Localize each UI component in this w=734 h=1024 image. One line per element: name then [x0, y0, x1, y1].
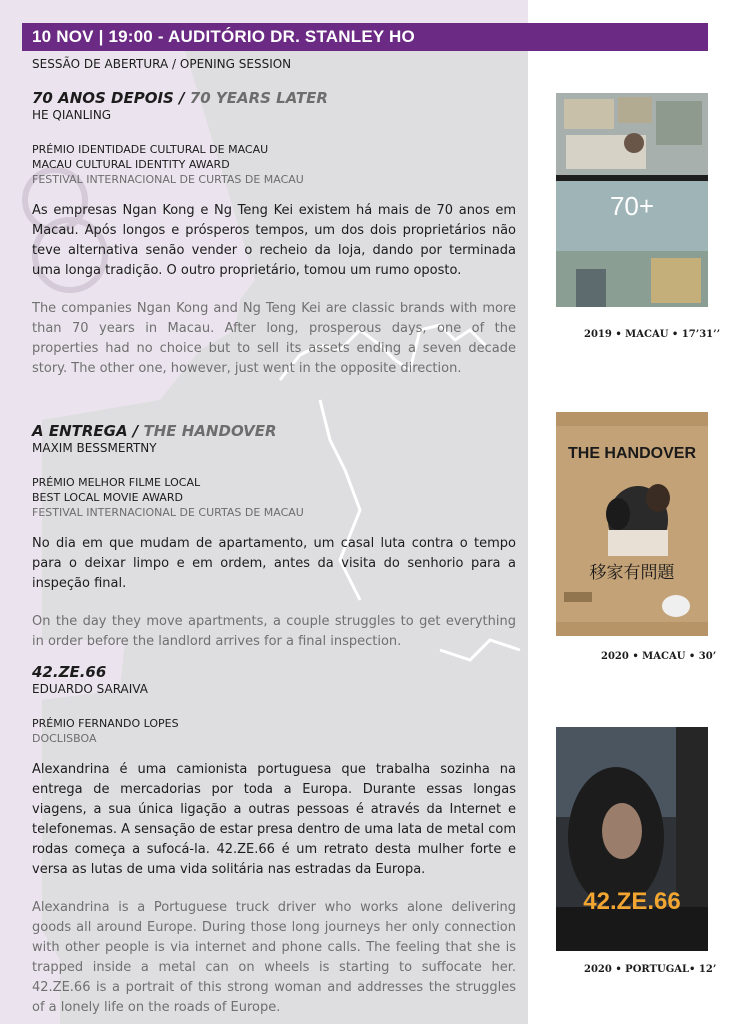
description-pt: As empresas Ngan Kong e Ng Teng Kei existem há mais de 70 anos em Macau. Após longos e prósperos tempos, um dos dois proprietários não teve alternativa senão vender o recheio da loja, dando por terminada uma longa tradição. O outro proprietário, tomou um rumo oposto.	[32, 203, 516, 278]
film-director: MAXIM BESSMERTNY	[32, 441, 157, 455]
description-en: The companies Ngan Kong and Ng Teng Kei are classic brands with more than 70 years in Macau. After long, prosperous days, one of the properties had no choice but to sell its assets ending a seven decade story. The other one, however, just went in the opposite direction.	[32, 301, 516, 376]
poster-42ze66-image	[556, 727, 708, 951]
film-3-caption: 2020 • PORTUGAL• 12’	[584, 964, 717, 975]
poster-42ze66	[556, 727, 708, 951]
film-title	[32, 663, 516, 682]
film-title	[32, 422, 516, 441]
festival-name: FESTIVAL INTERNACIONAL DE CURTAS DE MACAU	[32, 173, 304, 186]
film-1-caption: 2019 • MACAU • 17’31’’	[584, 329, 721, 340]
film-title-pt: 42.ZE.66	[32, 663, 107, 681]
description-en: Alexandrina is a Portuguese truck driver who works alone delivering goods all around Europe. During those long journeys her only connection with other people is via internet and phone calls. The feeling that she is trapped inside a metal can on wheels is starting to suffocate her. 42.ZE.66 is a portrait of this strong woman and addresses the struggles of a lonely life on the roads of Europe.	[32, 900, 516, 1015]
header-bar: 10 NOV | 19:00 - AUDITÓRIO DR. STANLEY HO	[22, 23, 708, 51]
poster-70-title: 70+	[609, 191, 655, 221]
awards-block	[32, 142, 516, 187]
film-title-pt: 70 ANOS DEPOIS /	[32, 89, 190, 107]
festival-name: FESTIVAL INTERNACIONAL DE CURTAS DE MACAU	[32, 506, 304, 519]
poster-the-handover	[556, 412, 708, 636]
awards-block	[32, 716, 516, 746]
award-line: PRÉMIO MELHOR FILME LOCAL	[32, 476, 201, 489]
session-label: SESSÃO DE ABERTURA / OPENING SESSION	[32, 57, 292, 71]
poster-handover-title: THE HANDOVER	[567, 445, 697, 462]
description-pt: Alexandrina é uma camionista portuguesa que trabalha sozinha na entrega de mercadorias por toda a Europa. Durante essas longas viagens, a sua única ligação a outras pessoas é através da Internet e telefonemas. A sensação de estar presa dentro de uma lata de metal com rodas começa a sufocá-la. 42.ZE.66 é um retrato desta mulher forte e versa as lutas de uma vida solitária nas estradas da Europa.	[32, 762, 516, 877]
poster-handover-image	[556, 412, 708, 636]
award-line: PRÉMIO IDENTIDADE CULTURAL DE MACAU	[32, 143, 269, 156]
film-entry-2	[32, 422, 516, 652]
film-entry-1	[32, 89, 516, 379]
award-line: PRÉMIO FERNANDO LOPES	[32, 717, 179, 730]
film-title-en: 70 YEARS LATER	[189, 89, 328, 107]
award-line: BEST LOCAL MOVIE AWARD	[32, 491, 183, 504]
film-title	[32, 89, 516, 108]
festival-name: DOCLISBOA	[32, 732, 97, 745]
film-title-pt: A ENTREGA /	[32, 422, 144, 440]
awards-block	[32, 475, 516, 520]
description-pt: No dia em que mudam de apartamento, um casal luta contra o tempo para o deixar limpo e em ordem, antes da visita do senhorio para a inspeção final.	[32, 536, 516, 591]
film-2-caption: 2020 • MACAU • 30’	[601, 651, 717, 662]
award-line: MACAU CULTURAL IDENTITY AWARD	[32, 158, 230, 171]
poster-42ze66-title: 42.ZE.66	[583, 888, 681, 915]
poster-70-image	[556, 93, 708, 307]
film-director: EDUARDO SARAIVA	[32, 682, 148, 696]
film-entry-3	[32, 663, 516, 1018]
film-director: HE QIANLING	[32, 108, 112, 122]
film-title-en: THE HANDOVER	[143, 422, 277, 440]
poster-handover-cjk: 移家有問題	[589, 563, 675, 583]
poster-70-years-later	[556, 93, 708, 307]
description-en: On the day they move apartments, a couple struggles to get everything in order before the landlord arrives for a final inspection.	[32, 614, 516, 649]
